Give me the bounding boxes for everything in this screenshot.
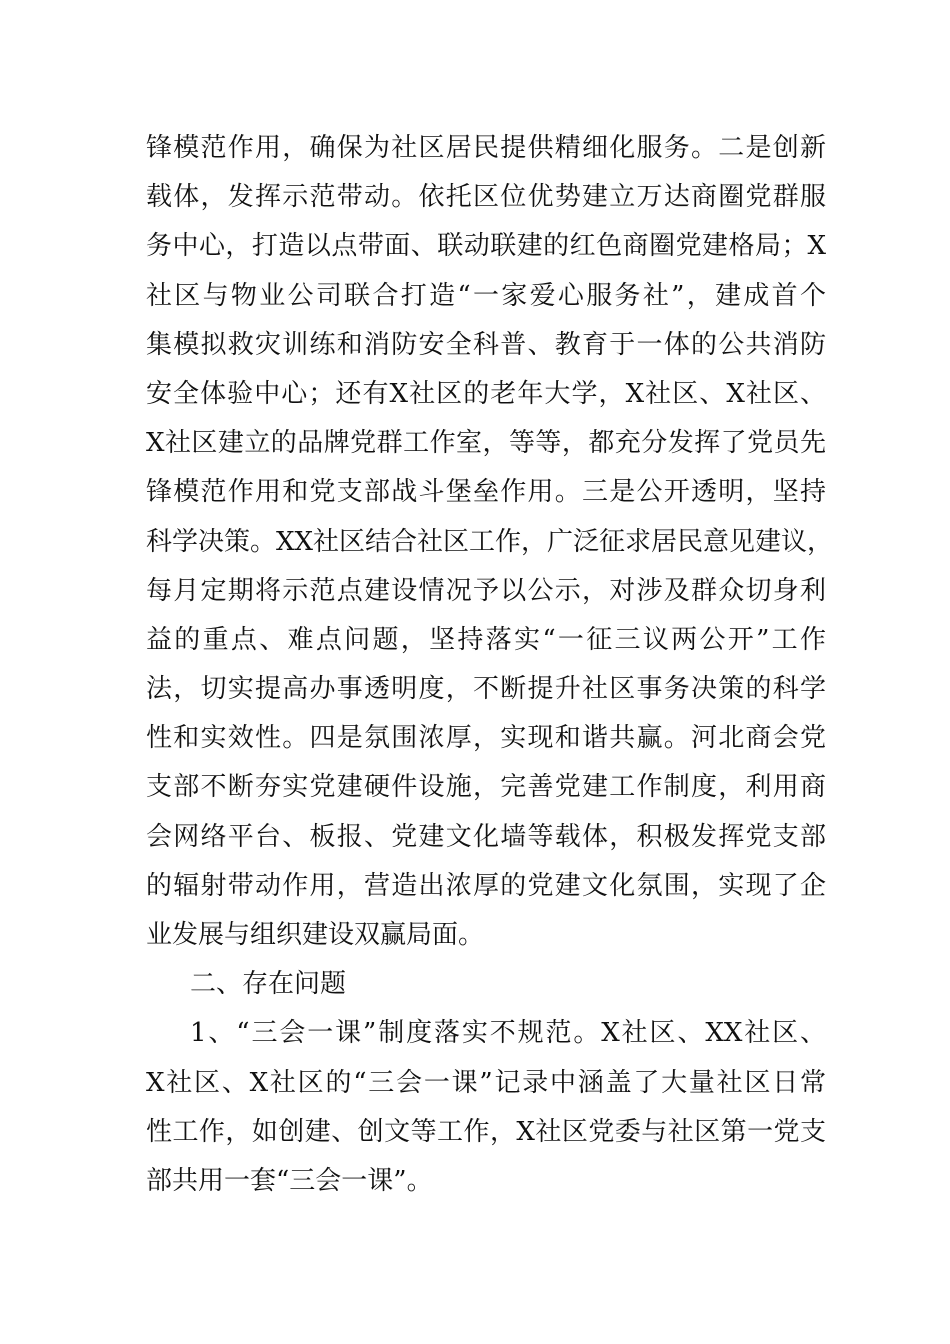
text-line: 支部不断夯实党建硬件设施，完善党建工作制度，利用商: [146, 772, 826, 803]
text-line: 务中心，打造以点带面、联动联建的红色商圈党建格局；X: [146, 231, 826, 262]
body-text: [146, 124, 834, 1206]
text-line: 载体，发挥示范带动。依托区位优势建立万达商圈党群服: [146, 182, 826, 213]
text-line: X社区建立的品牌党群工作室，等等，都充分发挥了党员先: [146, 428, 826, 459]
text-line: 集模拟救灾训练和消防安全科普、教育于一体的公共消防: [146, 329, 826, 360]
text-line: 性工作，如创建、创文等工作，X社区党委与社区第一党支: [146, 1116, 826, 1147]
text-line: 安全体验中心；还有X社区的老年大学，X社区、X社区、: [146, 378, 826, 409]
text-line: 每月定期将示范点建设情况予以公示，对涉及群众切身利: [146, 575, 826, 606]
text-line: 法，切实提高办事透明度，不断提升社区事务决策的科学: [146, 674, 826, 705]
text-line: 的辐射带动作用，营造出浓厚的党建文化氛围，实现了企: [146, 870, 826, 901]
text-line: 益的重点、难点问题，坚持落实“一征三议两公开”工作: [146, 624, 826, 655]
text-line: 社区与物业公司联合打造“一家爱心服务社”，建成首个: [146, 280, 826, 311]
text-line: 锋模范作用和党支部战斗堡垒作用。三是公开透明，坚持: [146, 477, 826, 508]
text-line: 1、“三会一课”制度落实不规范。X社区、XX社区、: [190, 1018, 826, 1049]
text-line: 部共用一套“三会一课”。: [146, 1165, 433, 1196]
text-line: 会网络平台、板报、党建文化墙等载体，积极发挥党支部: [146, 821, 826, 852]
section-heading: 二、存在问题: [190, 969, 347, 1000]
text-line: 业发展与组织建设双赢局面。: [146, 920, 485, 950]
text-line: 性和实效性。四是氛围浓厚，实现和谐共赢。河北商会党: [146, 723, 826, 754]
text-line: 科学决策。XX社区结合社区工作，广泛征求居民意见建议，: [146, 526, 834, 557]
text-line: 锋模范作用，确保为社区居民提供精细化服务。二是创新: [146, 133, 826, 163]
text-line: X社区、X社区的“三会一课”记录中涵盖了大量社区日常: [146, 1067, 826, 1098]
